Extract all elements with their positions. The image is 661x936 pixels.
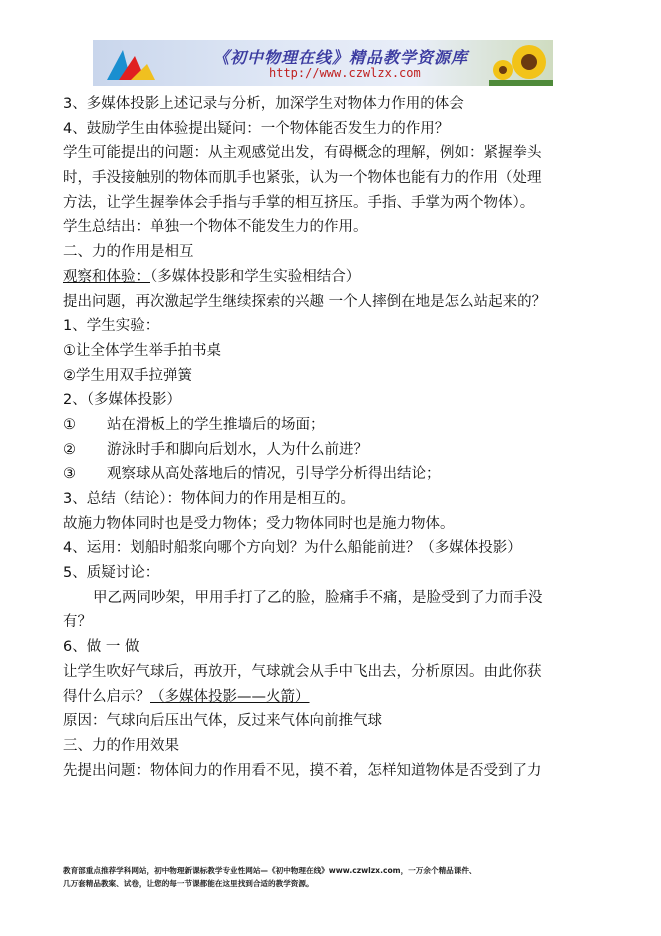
text-line: 先提出问题：物体间力的作用看不见，摸不着，怎样知道物体是否受到了力 [63,762,542,779]
text-line: 让学生吹好气球后，再放开，气球就会从手中飞出去，分析原因。由此你获 [63,663,542,680]
text-line: 4、运用：划船时船浆向哪个方向划？为什么船能前进？（多媒体投影） [63,540,522,557]
text-line: 3、多媒体投影上述记录与分析，加深学生对物体力作用的体会 [63,96,464,112]
list-text: 站在滑板上的学生推墙后的场面； [107,416,325,433]
section-heading: 二、力的作用是相互 [63,244,194,261]
banner-title: 《初中物理在线》精品教学资源库 [213,48,469,67]
section-heading: 三、力的作用效果 [63,737,179,754]
list-number: ③ [63,466,76,483]
text-line: 学生可能提出的问题：从主观感觉出发，有碍概念的理解，例如：紧握拳头 [63,145,542,162]
text-line: ②学生用双手拉弹簧 [63,367,192,384]
footer-line: 几万套精品教案、试卷，让您的每一节课都能在这里找到合适的教学资源。 [63,879,314,888]
underlined-label: （多媒体投影——火箭） [150,688,310,705]
text-line: 提出问题，再次激起学生继续探索的兴趣 一个人摔倒在地是怎么站起来的？ [63,293,547,310]
text-line: ①让全体学生举手拍书桌 [63,342,221,359]
page-footer [63,864,603,890]
text-line: 故施力物体同时也是受力物体；受力物体同时也是施力物体。 [63,515,455,532]
list-number: ② [63,441,76,458]
list-item [63,413,603,438]
list-item [63,462,603,487]
text-line: 4、鼓励学生由体验提出疑问：一个物体能否发生力的作用？ [63,120,450,137]
text-span: （多媒体投影和学生实验相结合） [150,268,361,285]
footer-line: 教育部重点推荐学科网站，初中物理新课标教学专业性网站—《初中物理在线》www.czwlzx.com，一万余个精品课件、 [63,866,477,875]
text-line: 5、质疑讨论： [63,565,160,582]
document-body [63,92,603,783]
text-line: 1、学生实验： [63,318,160,335]
text-line: 有？ [63,614,92,631]
text-line: 2、（多媒体投影） [63,392,181,409]
text-line: 时，手没接触别的物体而肌手也紧张，认为一个物体也能有力的作用（处理 [63,170,542,187]
list-text: 游泳时手和脚向后划水，人为什么前进？ [107,441,368,458]
banner-url: http://www.czwlzx.com [269,66,421,80]
text-line [63,685,603,710]
text-line: 方法，让学生握拳体会手指与手掌的相互挤压。手指、手掌为两个物体）。 [63,194,535,211]
text-line: 6、做 一 做 [63,639,140,656]
text-line: 原因：气球向后压出气体，反过来气体向前推气球 [63,713,382,730]
list-text: 观察球从高处落地后的情况，引导学分析得出结论； [107,466,441,483]
text-line: 甲乙两同吵架，甲用手打了乙的脸，脸痛手不痛，是脸受到了力而手没 [93,589,543,606]
list-number: ① [63,416,76,433]
text-line [63,265,603,290]
header-banner [93,40,553,86]
site-logo-icon [101,46,157,82]
sunflower-icon [489,40,553,86]
underlined-label: 观察和体验： [63,268,150,285]
list-item [63,438,603,463]
text-line: 3、总结（结论）：物体间力的作用是相互的。 [63,491,355,507]
text-line: 学生总结出：单独一个物体不能发生力的作用。 [63,219,368,236]
text-span: 得什么启示？ [63,688,150,705]
